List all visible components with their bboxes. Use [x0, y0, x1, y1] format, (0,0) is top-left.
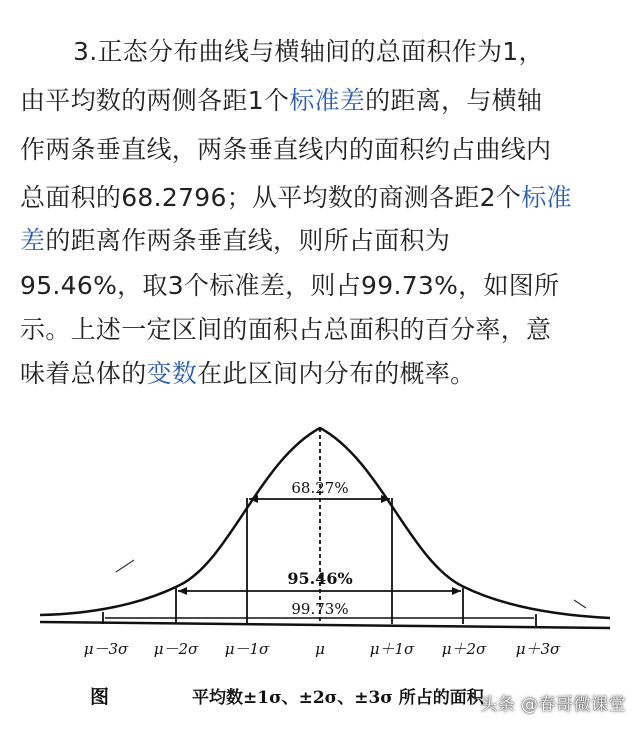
glossary-link[interactable]: 标准差	[289, 86, 366, 115]
x-axis-line	[40, 622, 610, 628]
glossary-link[interactable]: 变数	[146, 359, 198, 388]
watermark: 头条 @春哥微课堂	[480, 695, 626, 715]
paragraph-text: 3.正态分布曲线与横轴间的总面积作为1，	[73, 37, 544, 66]
stray-mark-left	[116, 560, 134, 572]
glossary-link[interactable]: 标准	[521, 183, 572, 212]
paragraph-text: 的距离作两条垂直线，则所占面积为	[45, 226, 451, 255]
paragraph-line-7	[20, 308, 551, 352]
paragraph-text: 总面积的68.2796；从平均数的商测各距2个	[20, 183, 522, 212]
arrowhead-2sigma-left	[178, 587, 187, 595]
glossary-link[interactable]: 差	[20, 226, 46, 255]
paragraph-line-5	[20, 219, 450, 263]
paragraph-text: 味着总体的	[20, 359, 147, 388]
paragraph-line-6	[20, 264, 559, 308]
arrowhead-2sigma-right	[452, 587, 461, 595]
tick-minus-2sigma: μ－2σ	[153, 640, 199, 658]
paragraph-text: 的距离，与横轴	[365, 86, 543, 115]
paragraph-line-8	[20, 352, 475, 396]
label-95-percent: 95.46%	[287, 569, 353, 588]
paragraph-text: 示。上述一定区间的面积占总面积的百分率，意	[20, 315, 552, 344]
paragraph-text: 在此区间内分布的概率。	[197, 359, 476, 388]
paragraph-line-4	[20, 176, 572, 220]
normal-distribution-figure	[0, 400, 640, 729]
caption-text: 平均数±1σ、±2σ、±3σ 所占的面积	[192, 688, 484, 708]
tick-mean: μ	[315, 640, 325, 658]
tick-minus-3sigma: μ－3σ	[83, 640, 129, 658]
bell-curve	[40, 428, 610, 618]
tick-minus-1sigma: μ－1σ	[224, 640, 270, 658]
label-68-percent: 68.27%	[291, 479, 349, 497]
paragraph-line-1	[73, 30, 544, 74]
tick-plus-2sigma: μ＋2σ	[441, 640, 487, 658]
paragraph-text: 作两条垂直线，两条垂直线内的面积约占曲线内	[20, 135, 552, 164]
stray-mark-right	[574, 600, 586, 608]
tick-plus-1sigma: μ＋1σ	[369, 640, 415, 658]
paragraph-line-2	[20, 79, 542, 123]
caption-label: 图	[90, 686, 110, 708]
paragraph-line-3	[20, 128, 551, 172]
paragraph-text: 95.46%，取3个标准差，则占99.73%，如图所	[20, 271, 560, 300]
tick-plus-3sigma: μ＋3σ	[515, 640, 561, 658]
paragraph-text: 由平均数的两侧各距1个	[20, 86, 290, 115]
label-99-percent: 99.73%	[291, 600, 349, 618]
normal-curve-diagram	[0, 400, 640, 729]
